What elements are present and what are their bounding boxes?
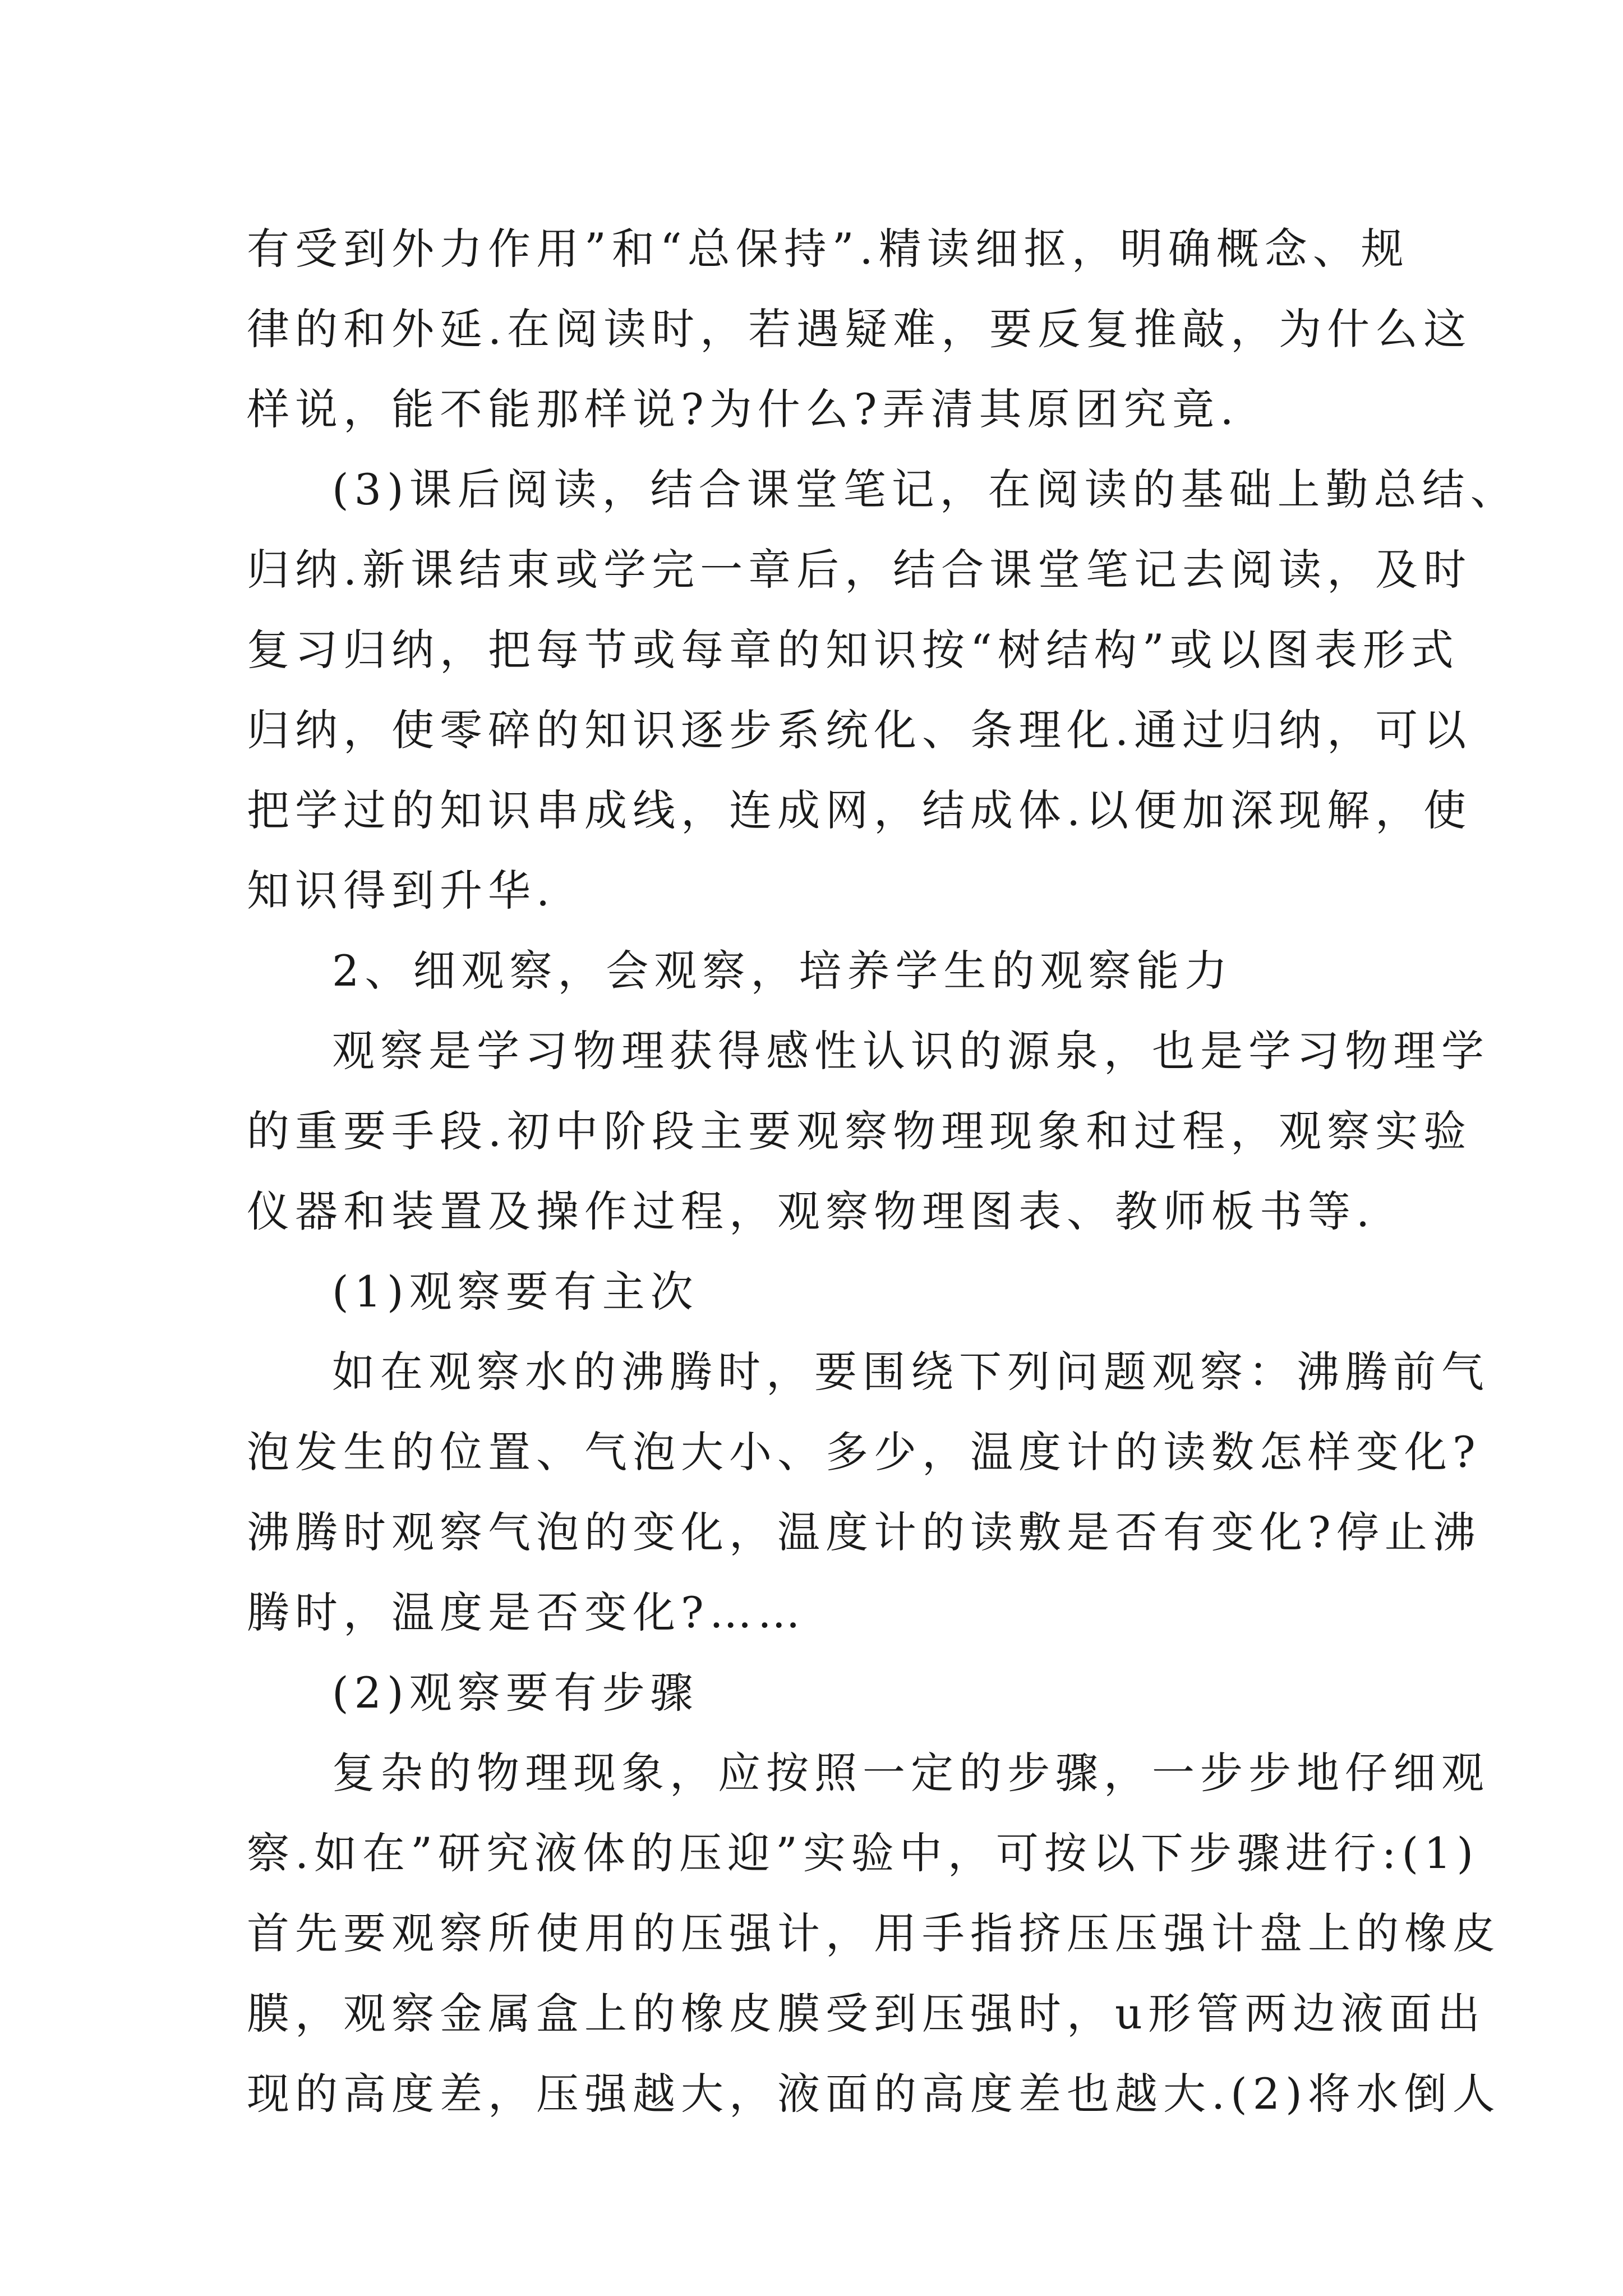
section-heading: 2、细观察，会观察，培养学生的观察能力	[332, 946, 1233, 996]
text-line: 样说，能不能那样说?为什么?弄清其原团究竟.	[247, 384, 1239, 434]
text-line: 复习归纳，把每节或每章的知识按“树结构”或以图表形式	[247, 625, 1459, 675]
text-line: 首先要观察所使用的压强计，用手指挤压压强计盘上的橡皮	[247, 1908, 1501, 1958]
text-line: 如在观察水的沸腾时，要围绕下列问题观察：沸腾前气	[332, 1347, 1490, 1397]
text-line: 的重要手段.初中阶段主要观察物理现象和过程，观察实验	[247, 1106, 1472, 1156]
text-line: 归纳，使零碎的知识逐步系统化、条理化.通过归纳，可以	[247, 705, 1472, 755]
body-text	[247, 209, 1519, 2134]
text-line: 膜，观察金属盒上的橡皮膜受到压强时，u形管两边液面出	[247, 1989, 1486, 2039]
text-line: 泡发生的位置、气泡大小、多少，温度计的读数怎样变化?	[247, 1427, 1481, 1477]
text-line: 腾时，温度是否变化?……	[247, 1588, 806, 1637]
text-line: 律的和外延.在阅读时，若遇疑难，要反复推敲，为什么这	[247, 304, 1472, 354]
subsection-heading: (2)观察要有步骤	[332, 1668, 699, 1718]
text-line: 观察是学习物理获得感性认识的源泉，也是学习物理学	[332, 1026, 1490, 1076]
text-line: 把学过的知识串成线，连成网，结成体.以便加深现解，使	[247, 785, 1472, 835]
text-line: 沸腾时观察气泡的变化，温度计的读敷是否有变化?停止沸	[247, 1507, 1481, 1557]
text-line: 有受到外力作用”和“总保持”.精读细抠，明确概念、规	[247, 224, 1409, 274]
text-line: 复杂的物理现象，应按照一定的步骤，一步步地仔细观	[332, 1748, 1490, 1798]
subsection-heading: (1)观察要有主次	[332, 1267, 699, 1317]
text-line: (3)课后阅读，结合课堂笔记，在阅读的基础上勤总结、	[332, 464, 1519, 514]
text-line: 现的高度差，压强越大，液面的高度差也越大.(2)将水倒人	[247, 2069, 1501, 2119]
text-line: 归纳.新课结束或学完一章后，结合课堂笔记去阅读，及时	[247, 545, 1472, 595]
text-line: 仪器和装置及操作过程，观察物理图表、教师板书等.	[247, 1186, 1376, 1236]
text-line: 知识得到升华.	[247, 866, 556, 915]
text-line: 察.如在”研究液体的压迎”实验中，可按以下步骤进行:(1)	[247, 1828, 1479, 1878]
